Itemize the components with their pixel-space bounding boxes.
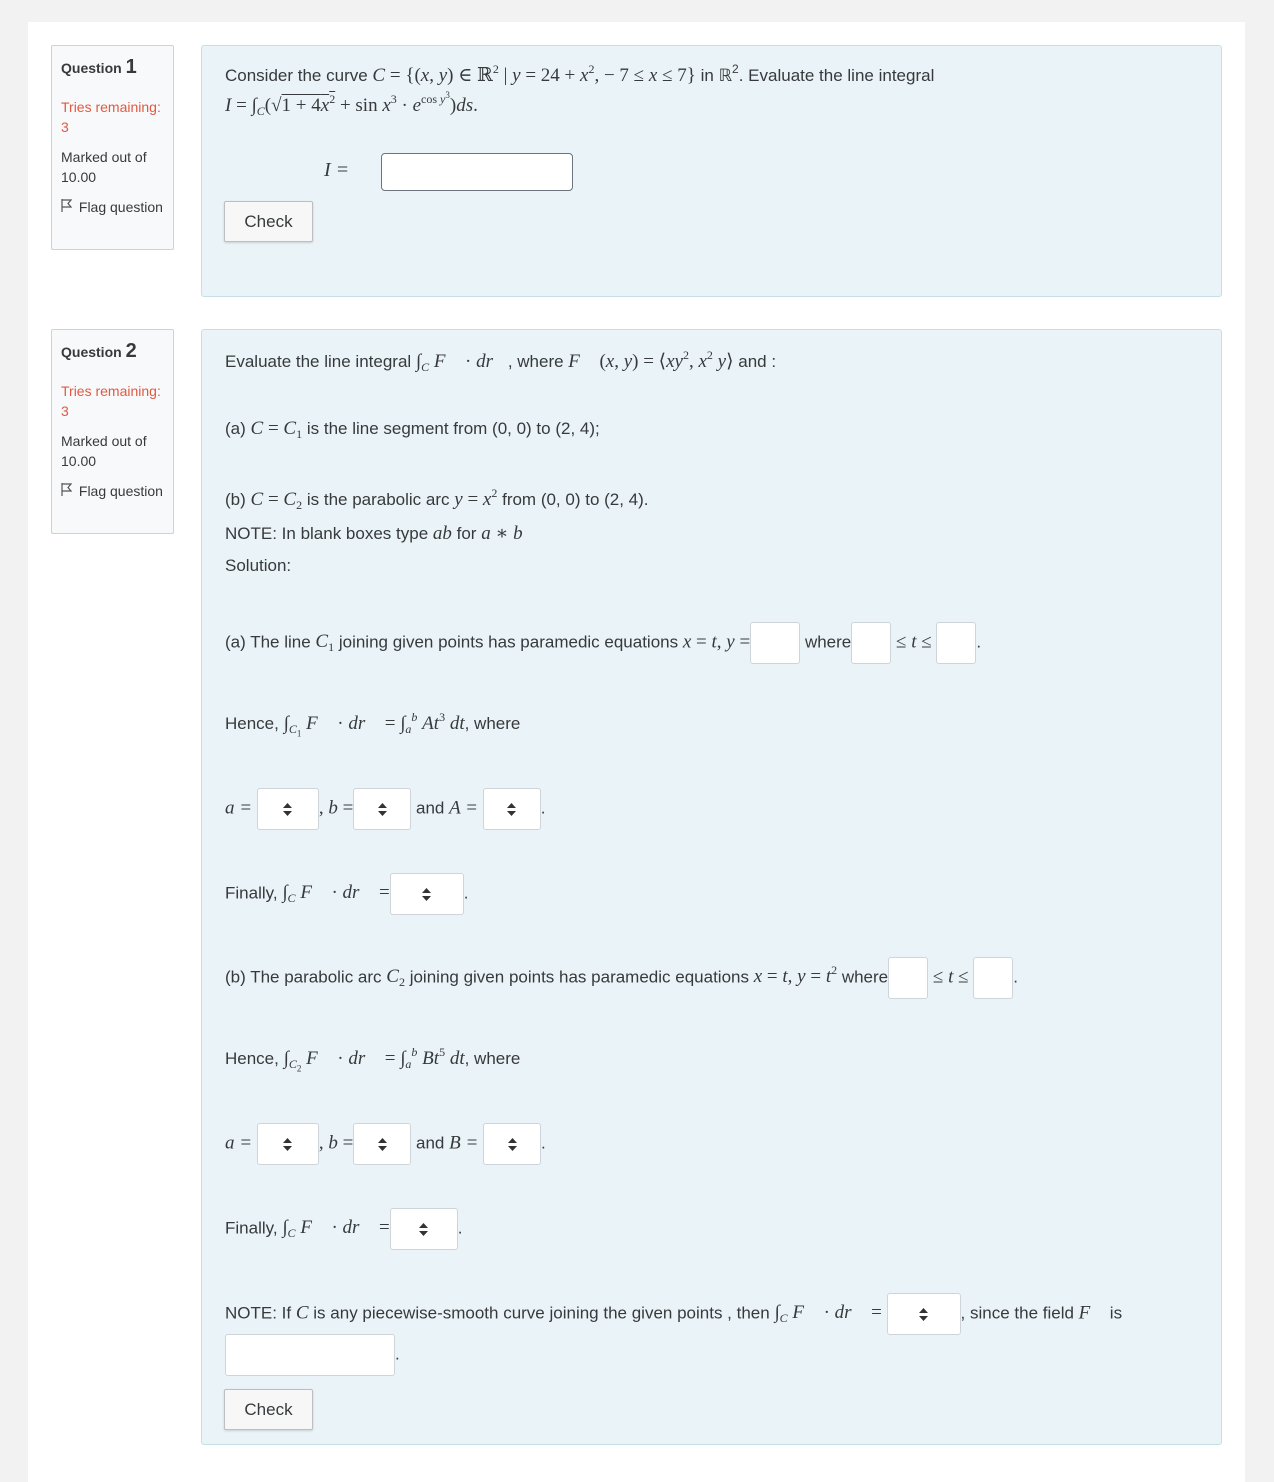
q2-a-selects: a = , b = and A = . (225, 788, 545, 830)
math-expr: A = (449, 797, 478, 819)
question-label: Question (61, 60, 122, 76)
q1-text: . Evaluate the line integral (738, 66, 935, 85)
q2-text: (b) The parabolic arc (225, 967, 382, 987)
q2-text: (b) (225, 490, 246, 509)
question-number: 1 (125, 56, 137, 78)
q2-general-select[interactable] (887, 1293, 961, 1335)
q2-text: Finally, (225, 1218, 278, 1238)
q2-hence-a (225, 710, 520, 738)
q1-text: Consider the curve (225, 66, 368, 85)
q1-check-button[interactable]: Check (224, 201, 313, 242)
math-expr: , b = (318, 1132, 354, 1154)
math-expr: $\int_C$ F⃗ · dr⃗ = (282, 882, 390, 906)
q2-text: joining given points has paramedic equations (338, 632, 679, 652)
q2-text: , where (464, 1049, 521, 1068)
q2-sol-b-param: (b) The parabolic arc $C_2$ joining given points has paramedic equations x = t, $y = t^2$ where ≤ t ≤ . (225, 957, 1018, 999)
math-expr: ≤ t ≤ (928, 966, 974, 988)
q1-statement-line-1 (225, 62, 934, 87)
marked-out-of: Marked out of 10.00 (61, 149, 147, 185)
flag-question-label: Flag question (78, 199, 163, 215)
q2-solution-label: Solution: (225, 556, 292, 575)
q2-check-button[interactable]: Check (224, 1389, 313, 1430)
math-expr: $C_1$ (315, 631, 335, 655)
q2-field-type-input[interactable] (225, 1334, 395, 1376)
math-expr: B = (449, 1132, 479, 1154)
q2-b-selects: a = , b = and B = . (225, 1123, 546, 1165)
q1-answer-label: I = (324, 159, 350, 181)
q2-text: , where (464, 714, 521, 733)
q2-b-B-select[interactable] (483, 1123, 541, 1165)
q2-text: and : (738, 352, 777, 371)
q2-text: from (0, 0) to (2, 4). (502, 490, 649, 509)
q2-b-b-select[interactable] (353, 1123, 411, 1165)
math-expr: $\int_C$ F⃗ · dr⃗ = (774, 1302, 882, 1326)
q2-note-2 (225, 1293, 1122, 1335)
q2-b-t-upper-input[interactable] (973, 957, 1013, 999)
q2-text: and (416, 798, 445, 818)
q2-finally-a: Finally, $\int_C$ F⃗ · dr⃗ = . (225, 873, 468, 915)
q2-text: where (841, 967, 889, 987)
math-expr: , b = (318, 797, 354, 819)
q2-field-type-row: . (225, 1334, 400, 1376)
q2-b-t-lower-input[interactable] (888, 957, 928, 999)
flag-question-label: Flag question (78, 483, 163, 499)
question-2-content (201, 329, 1222, 1445)
q2-text: is any piecewise-smooth curve joining the given points , then (313, 1303, 770, 1323)
question-2-info (51, 329, 174, 534)
q2-a-t-lower-input[interactable] (851, 622, 891, 664)
q2-a-a-select[interactable] (257, 788, 319, 830)
q2-part-b (225, 486, 649, 513)
flag-icon (61, 197, 75, 217)
q2-text: and (416, 1133, 445, 1153)
tries-remaining: Tries remaining: 3 (61, 99, 161, 135)
q1-answer-input[interactable] (381, 153, 573, 191)
select-arrow-icon (484, 789, 540, 829)
q2-a-y-input[interactable] (750, 622, 800, 664)
math-expr: $\int_{C_1}$ F⃗ · dr⃗ = $\int_a^b$ At$^3$ dt (283, 710, 465, 739)
flag-question-link[interactable] (61, 197, 164, 217)
question-1-title (61, 56, 164, 79)
q2-sol-a-param: (a) The line $C_1$ joining given points has paramedic equations x = t, y = where ≤ t ≤ . (225, 622, 981, 664)
q2-text: is the parabolic arc (306, 490, 450, 509)
q2-finally-b: Finally, $\int_C$ F⃗ · dr⃗ = . (225, 1208, 462, 1250)
math-expr: $I = \int_C(√1 + 4x^2 + \sin x^3 \cdot e^{cos y^3})ds$. (225, 90, 478, 118)
q2-a-t-upper-input[interactable] (936, 622, 976, 664)
q2-note-1 (225, 522, 523, 545)
q2-text: for (456, 524, 477, 543)
math-expr: $C_2$ (386, 966, 405, 990)
select-arrow-icon (888, 1294, 960, 1334)
q2-text: Hence, (225, 714, 279, 733)
q2-b-a-select[interactable] (257, 1123, 319, 1165)
quiz-page (28, 22, 1245, 1482)
math-expr: a ∗ b (481, 523, 523, 544)
q2-a-A-select[interactable] (483, 788, 541, 830)
q2-text: NOTE: If (225, 1303, 292, 1323)
q2-text: Finally, (225, 883, 278, 903)
math-expr: x = t, $y = t^2$ (753, 963, 838, 988)
select-arrow-icon (258, 1124, 318, 1164)
curve-definition: C (372, 65, 386, 86)
math-expr: $C = C_1$ (250, 418, 303, 441)
q2-text: is the line segment from (0, 0) to (2, 4); (306, 419, 600, 438)
q2-text: Hence, (225, 1049, 279, 1068)
math-expr: a = (225, 797, 253, 819)
math-expr: x = t, y = (682, 631, 751, 653)
math-expr: F⃗ (1078, 1302, 1106, 1324)
q2-intro (225, 348, 776, 375)
math-expr: F⃗ (x, $y) = ⟨xy^2$, $x^2$ y⟩ (568, 348, 734, 372)
q2-text: where (804, 632, 852, 652)
q2-hence-b (225, 1045, 520, 1073)
q2-text: , where (507, 352, 564, 371)
select-arrow-icon (258, 789, 318, 829)
math-expr: ≤ t ≤ (891, 631, 937, 653)
question-number: 2 (125, 340, 137, 362)
math-expr: a = (225, 1132, 253, 1154)
q2-text: Evaluate the line integral (225, 352, 412, 371)
select-arrow-icon (354, 1124, 410, 1164)
flag-icon (61, 481, 75, 501)
math-expr: $C = C_2$ (250, 489, 303, 512)
q2-text: joining given points has paramedic equations (409, 967, 749, 987)
math-expr: $\int_{C_2}$ F⃗ · dr⃗ = $\int_a^b$ Bt$^5$ dt (283, 1045, 465, 1074)
q1-text: in ℝ (700, 66, 733, 85)
question-2-title (61, 340, 164, 363)
select-arrow-icon (354, 789, 410, 829)
question-label: Question (61, 344, 122, 360)
math-expr: $\int_C$ F⃗ · dr⃗ (415, 351, 508, 374)
sup: 2 (732, 62, 739, 76)
q2-text: (a) The line (225, 632, 311, 652)
select-arrow-icon (391, 1209, 457, 1249)
math-expr: = {(x, y) ∈ ℝ$^2$ | $y = 24 + x^2$, − 7 ≤ x ≤ 7} (385, 62, 696, 86)
math-expr: $\int_C$ F⃗ · dr⃗ = (282, 1217, 390, 1241)
q2-text: (a) (225, 419, 246, 438)
q2-a-final-select[interactable] (390, 873, 464, 915)
q2-b-final-select[interactable] (390, 1208, 458, 1250)
select-arrow-icon (484, 1124, 540, 1164)
q2-part-a (225, 418, 600, 442)
flag-question-link[interactable] (61, 481, 164, 501)
select-arrow-icon (391, 874, 463, 914)
tries-remaining: Tries remaining: 3 (61, 383, 161, 419)
q2-a-b-select[interactable] (353, 788, 411, 830)
marked-out-of: Marked out of 10.00 (61, 433, 147, 469)
math-expr: ab (432, 523, 452, 544)
math-expr: C (295, 1302, 309, 1324)
q1-integral-expression (225, 90, 478, 119)
math-expr: $y = x^2$ (454, 486, 498, 510)
q2-text: NOTE: In blank boxes type (225, 524, 429, 543)
q2-text: is (1109, 1303, 1123, 1323)
q2-text: , since the field (960, 1303, 1074, 1323)
question-1-info (51, 45, 174, 250)
question-1-content (201, 45, 1222, 297)
